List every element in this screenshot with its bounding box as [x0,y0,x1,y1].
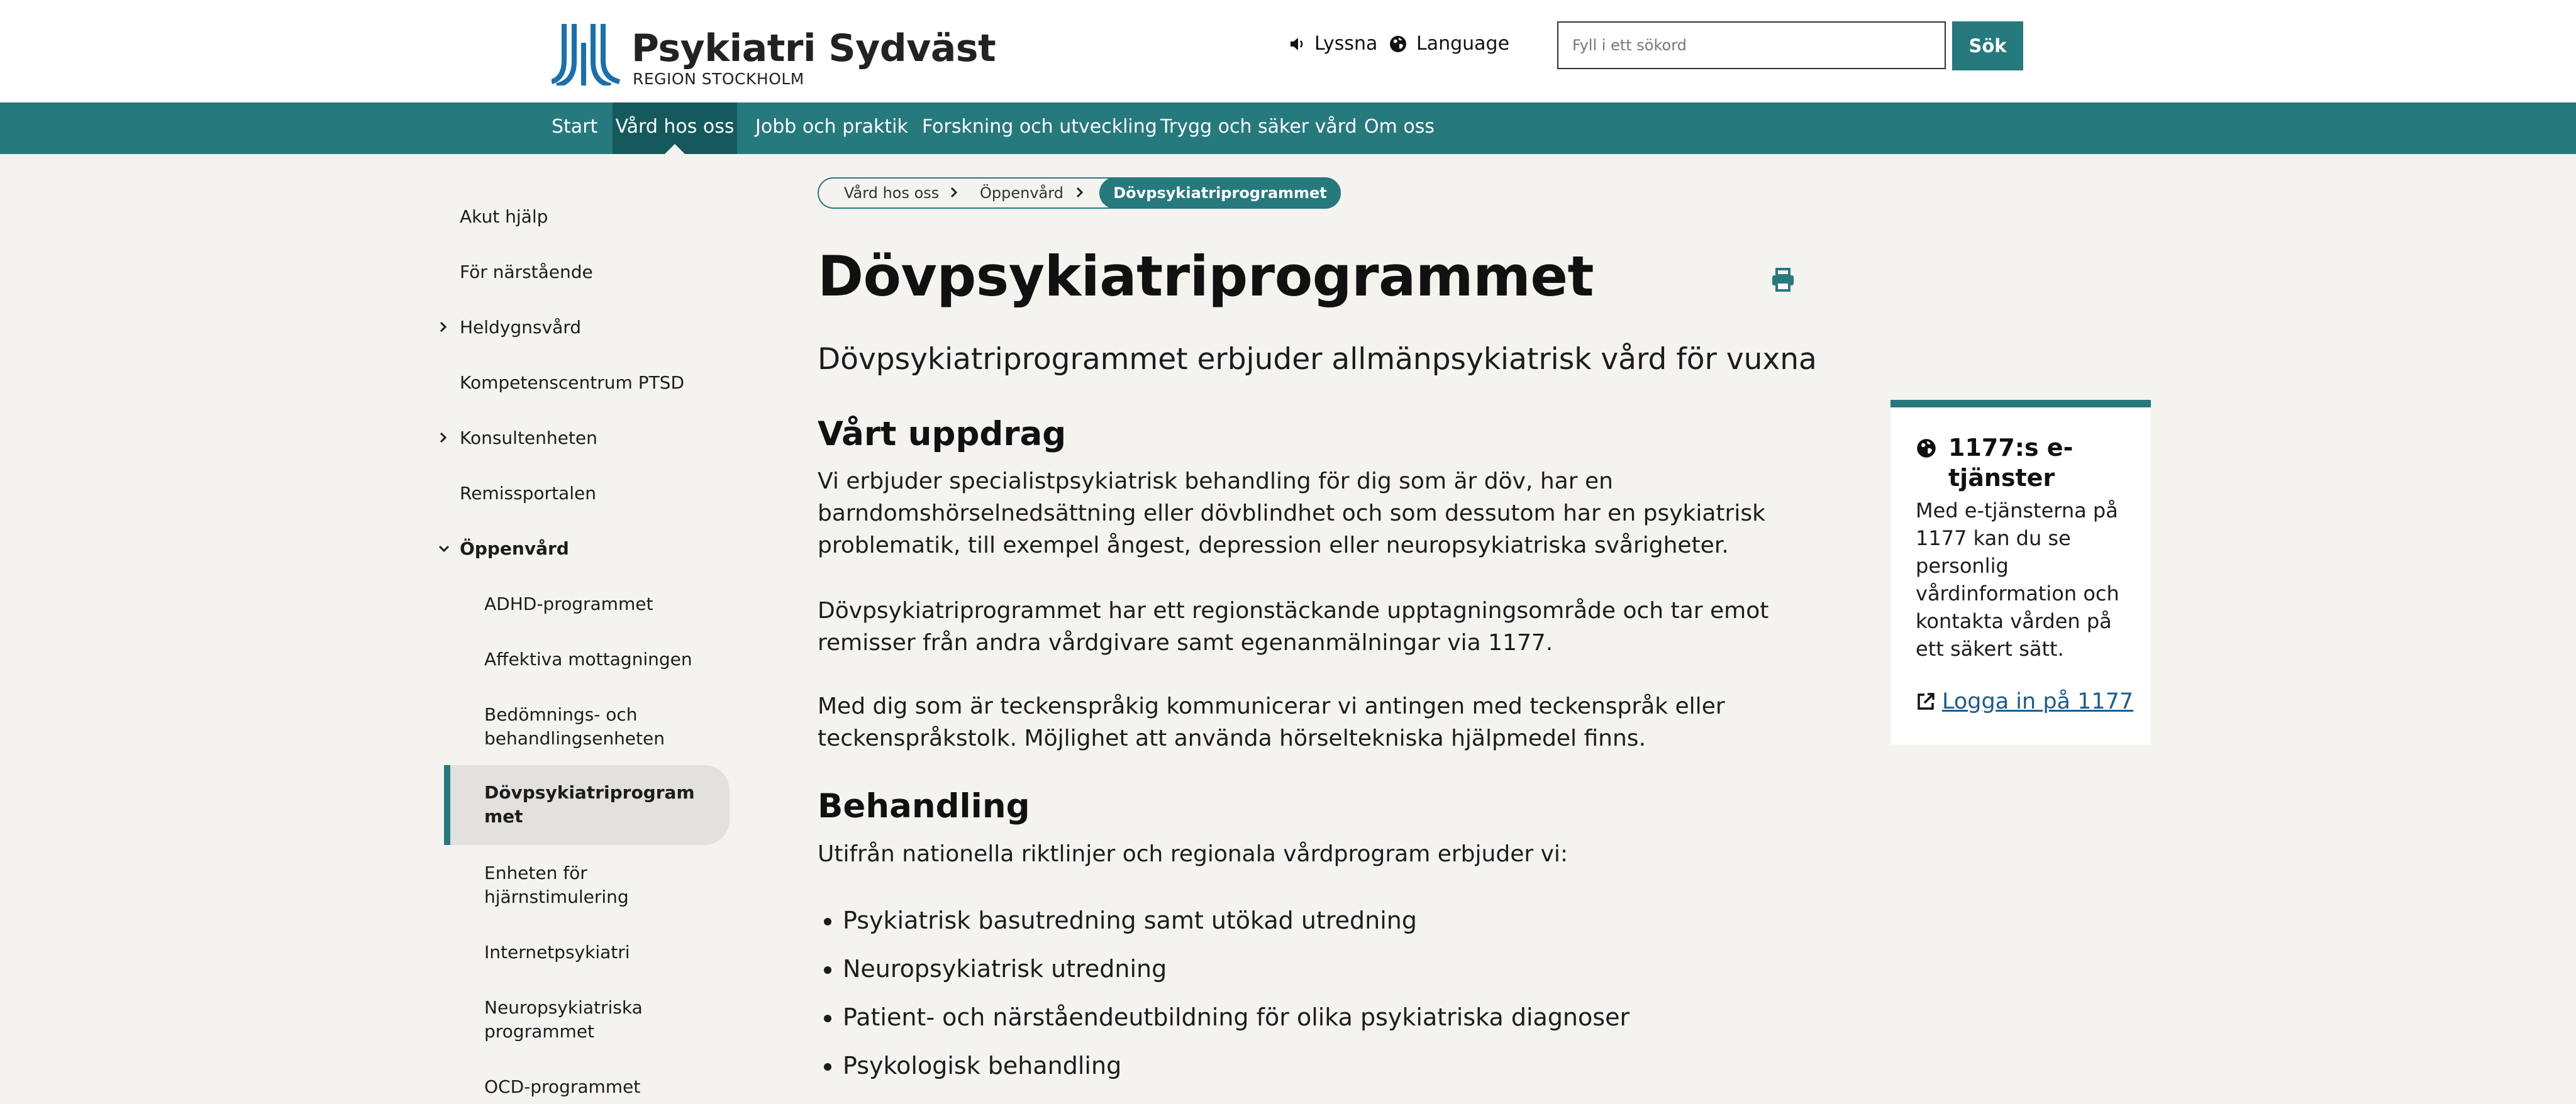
chevron-right-icon[interactable] [439,321,448,333]
page-title: Dövpsykiatriprogrammet [818,244,1594,309]
breadcrumb-item-oppenvard[interactable]: Öppenvård [980,184,1063,202]
breadcrumb-item-vard-hos-oss[interactable]: Vård hos oss [844,184,940,202]
sidebar-item-oppenvard[interactable]: Öppenvård [460,538,569,559]
nav-item-vard-hos-oss[interactable] [613,102,737,154]
sidebar-item-remissportalen[interactable]: Remissportalen [460,483,596,504]
chevron-down-icon[interactable] [438,544,450,553]
card-text: Med e-tjänsterna på 1177 kan du se personlig vårdinformation och kontakta vården på ett säkert sätt. [1916,499,2119,661]
printer-icon[interactable] [1770,267,1796,292]
sidebar-item-heldygnsvard[interactable]: Heldygnsvård [460,317,582,338]
logo-subtitle: REGION STOCKHOLM [633,70,804,88]
speaker-icon [1289,36,1306,52]
login-1177-link[interactable] [1916,689,2133,714]
listen-button[interactable] [1289,33,1377,55]
search-input[interactable] [1557,21,1946,69]
logo-title: Psykiatri Sydväst [631,26,996,70]
chevron-right-icon[interactable] [439,431,448,444]
active-indicator [665,144,685,154]
sidebar-active-indicator [444,765,450,845]
globe-icon [1916,438,1937,459]
list-item: • Patient- och närståendeutbildning för olika psykiatriska diagnoser [843,997,1629,1046]
nav-item-forskning-och-utveckling[interactable]: Forskning och utveckling [922,116,1157,138]
sidebar-item-kompetenscentrum-ptsd[interactable]: Kompetenscentrum PTSD [460,372,685,393]
paragraph: Dövpsykiatriprogrammet har ett regionstäckande upptagningsområde och tar emot remisser från andra vårdgivare samt egenanmälningar via 1177. [818,598,1769,656]
sidebar-item-akut-hjalp[interactable]: Akut hjälp [460,206,548,227]
sidebar-item-adhd-programmet[interactable]: ADHD-programmet [484,593,653,614]
sidebar-item-bedomnings-och-behandlingsenheten[interactable]: Bedömnings- och behandlingsenheten [484,704,665,749]
sidebar-item-neuropsykiatriska-programmet[interactable]: Neuropsykiatriska programmet [484,997,643,1042]
listen-label: Lyssna [1314,33,1378,55]
list-item: • Psykiatrisk basutredning samt utökad utredning [843,900,1629,949]
sidebar-item-for-narstaende[interactable]: För närstående [460,262,593,282]
language-label: Language [1416,33,1510,55]
breadcrumb-current: Dövpsykiatriprogrammet [1099,177,1341,209]
list-item: • Neuropsykiatrisk utredning [843,949,1629,997]
main-navigation [0,102,2576,154]
search-button[interactable]: Sök [1952,21,2023,70]
section-heading-behandling: Behandling [818,787,1030,825]
treatment-list [818,900,1629,1094]
e-services-card [1890,400,2151,744]
chevron-right-icon [950,186,958,199]
paragraph: Utifrån nationella riktlinjer och regionala vårdprogram erbjuder vi: [818,841,1568,867]
section-heading-vart-uppdrag: Vårt uppdrag [818,415,1067,453]
sidebar-item-dovpsykiatriprogrammet[interactable]: Dövpsykiatriprogrammet [484,782,695,827]
list-item: • Psykologisk behandling [843,1046,1629,1094]
sidebar-item-konsultenheten[interactable]: Konsultenheten [460,428,597,448]
sidebar-item-internetpsykiatri[interactable]: Internetpsykiatri [484,942,630,963]
external-link-icon [1916,692,1936,712]
paragraph: Med dig som är teckenspråkig kommunicerar vi antingen med teckenspråk eller teckenspråkstolk. Möjlighet att använda hörseltekniska hjälpmedel finns. [818,693,1725,751]
page-lead: Dövpsykiatriprogrammet erbjuder allmänpsykiatrisk vård för vuxna [818,342,1817,377]
globe-icon [1389,35,1407,53]
nav-item-om-oss[interactable]: Om oss [1364,116,1435,138]
paragraph: Vi erbjuder specialistpsykiatrisk behandling för dig som är döv, har en barndomshörselnedsättning eller dövblindhet och som dessutom har en psykiatrisk problematik, till exempel ångest, depression eller neuropsykiatriska svårigheter. [818,468,1765,558]
nav-item-jobb-och-praktik[interactable]: Jobb och praktik [755,116,908,138]
nav-item-label: Vård hos oss [615,116,735,138]
nav-item-trygg-och-saker-vard[interactable]: Trygg och säker vård [1160,116,1357,138]
nav-item-start[interactable]: Start [552,116,598,138]
card-title [1916,433,2129,493]
language-button[interactable] [1389,33,1509,55]
site-header [0,0,2576,102]
login-1177-link-label: Logga in på 1177 [1942,689,2134,714]
sidebar-item-enheten-for-hjarnstimulering[interactable]: Enheten för hjärnstimulering [484,863,629,907]
logo-mark-icon [552,24,622,86]
chevron-right-icon [1075,186,1084,199]
sidebar-item-affektiva-mottagningen[interactable]: Affektiva mottagningen [484,649,692,670]
sidebar-item-ocd-programmet[interactable]: OCD-programmet [484,1076,641,1097]
card-title-text: 1177:s e-tjänster [1948,434,2074,492]
